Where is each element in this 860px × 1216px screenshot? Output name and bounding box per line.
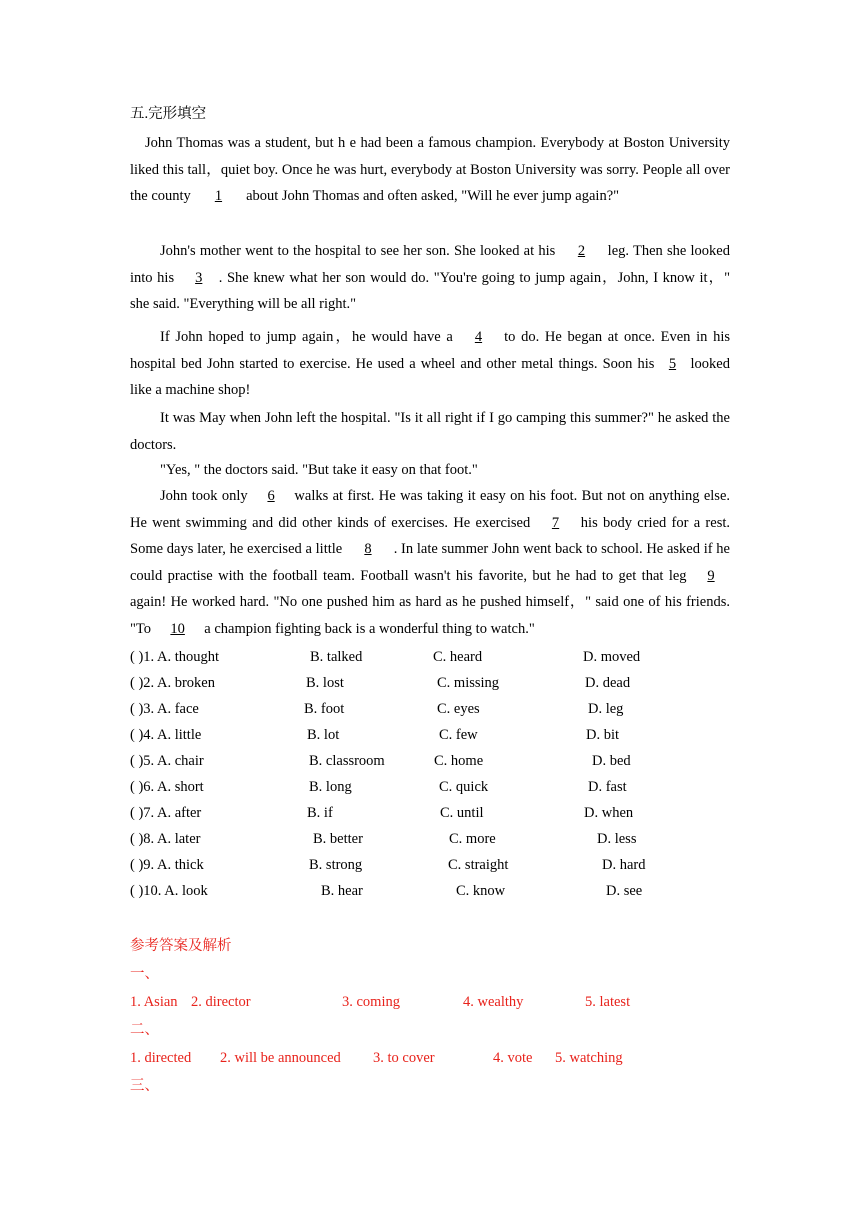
answer-part3-label-line bbox=[130, 1072, 750, 1100]
choices-list bbox=[130, 644, 750, 904]
choice-row-1: ( )1. A. thought B. talked C. heard D. moved bbox=[130, 649, 641, 665]
choice-row-8: ( )8. A. later B. better C. more D. less bbox=[130, 831, 637, 847]
blank-2: 2 bbox=[577, 243, 586, 259]
choice-row-6: ( )6. A. short B. long C. quick D. fast bbox=[130, 779, 627, 795]
blank-10: 10 bbox=[170, 620, 185, 637]
blank-9: 9 bbox=[707, 567, 715, 584]
choice-row-4: ( )4. A. little B. lot C. few D. bit bbox=[130, 727, 620, 743]
answer-part2-label-line bbox=[130, 1016, 750, 1044]
passage-paragraph-4: It was May when John left the hospital. "Is it all right if I go camping this summer?" he asked the doctors. bbox=[130, 410, 730, 453]
answer-part1-items: 1. Asian 2. director 3. coming 4. wealthy 5. latest bbox=[130, 994, 631, 1010]
answer-part1-label-line bbox=[130, 960, 750, 988]
passage-paragraph-3: If John hoped to jump again，he would have a 4 to do. He began at once. Even in his hospital bed John started to exercise. He used a wheel and other metal things. Soon his 5 looked like a machine shop! bbox=[130, 324, 730, 404]
choice-row-2: ( )2. A. broken B. lost C. missing D. dead bbox=[130, 675, 631, 691]
blank-6: 6 bbox=[267, 488, 275, 504]
answer-part2-items: 1. directed 2. will be announced 3. to cover 4. vote 5. watching bbox=[130, 1050, 623, 1066]
choice-row-5: ( )5. A. chair B. classroom C. home D. bed bbox=[130, 753, 631, 769]
blank-8: 8 bbox=[364, 541, 372, 557]
blank-3: 3 bbox=[195, 269, 203, 286]
passage-paragraph-2: John's mother went to the hospital to see her son. She looked at his 2 leg. Then she looked into his 3 . She knew what her son would do. "You're going to jump again，John, I know it，" she said. "Everything will be all right." bbox=[130, 238, 730, 318]
answer-key bbox=[130, 932, 750, 1100]
choice-row-3: ( )3. A. face B. foot C. eyes D. leg bbox=[130, 701, 624, 717]
passage-paragraph-5: "Yes, " the doctors said. "But take it easy on that foot." bbox=[160, 462, 478, 478]
choice-row-10: ( )10. A. look B. hear C. know D. see bbox=[130, 883, 643, 899]
blank-1: 1 bbox=[214, 188, 223, 204]
answer-part1-label: 一、 bbox=[130, 966, 159, 982]
choice-row-7: ( )7. A. after B. if C. until D. when bbox=[130, 805, 634, 821]
blank-7: 7 bbox=[551, 514, 560, 531]
answer-key-title: 参考答案及解析 bbox=[130, 938, 232, 954]
blank-4: 4 bbox=[474, 329, 483, 345]
blank-5: 5 bbox=[668, 355, 677, 372]
answer-part2-label: 二、 bbox=[130, 1022, 159, 1038]
passage-paragraph-6: John took only 6 walks at first. He was taking it easy on his foot. But not on anything else. He went swimming and did other kinds of exercises. He exercised 7 his body cried for a rest. Some days later, he exercised a little 8 . In late summer John went back to school. He asked if he could practise with the football team. Football wasn't his favorite, but he had to get that leg 9 again! He worked hard. "No one pushed him as hard as he pushed himself，" said one of his friends. "To 10 a champion fighting back is a wonderful thing to watch." bbox=[130, 483, 730, 642]
choice-row-9: ( )9. A. thick B. strong C. straight D. hard bbox=[130, 857, 646, 873]
answer-part3-label: 三、 bbox=[130, 1078, 159, 1094]
passage-paragraph-1: John Thomas was a student, but h e had been a famous champion. Everybody at Boston University liked this tall，quiet boy. Once he was hurt, everybody at Boston University was sorry. People all over the county 1 about John Thomas and often asked, "Will he ever jump again?" bbox=[130, 130, 730, 210]
section-title: 五.完形填空 bbox=[130, 106, 207, 122]
answer-key-title-line bbox=[130, 932, 750, 960]
